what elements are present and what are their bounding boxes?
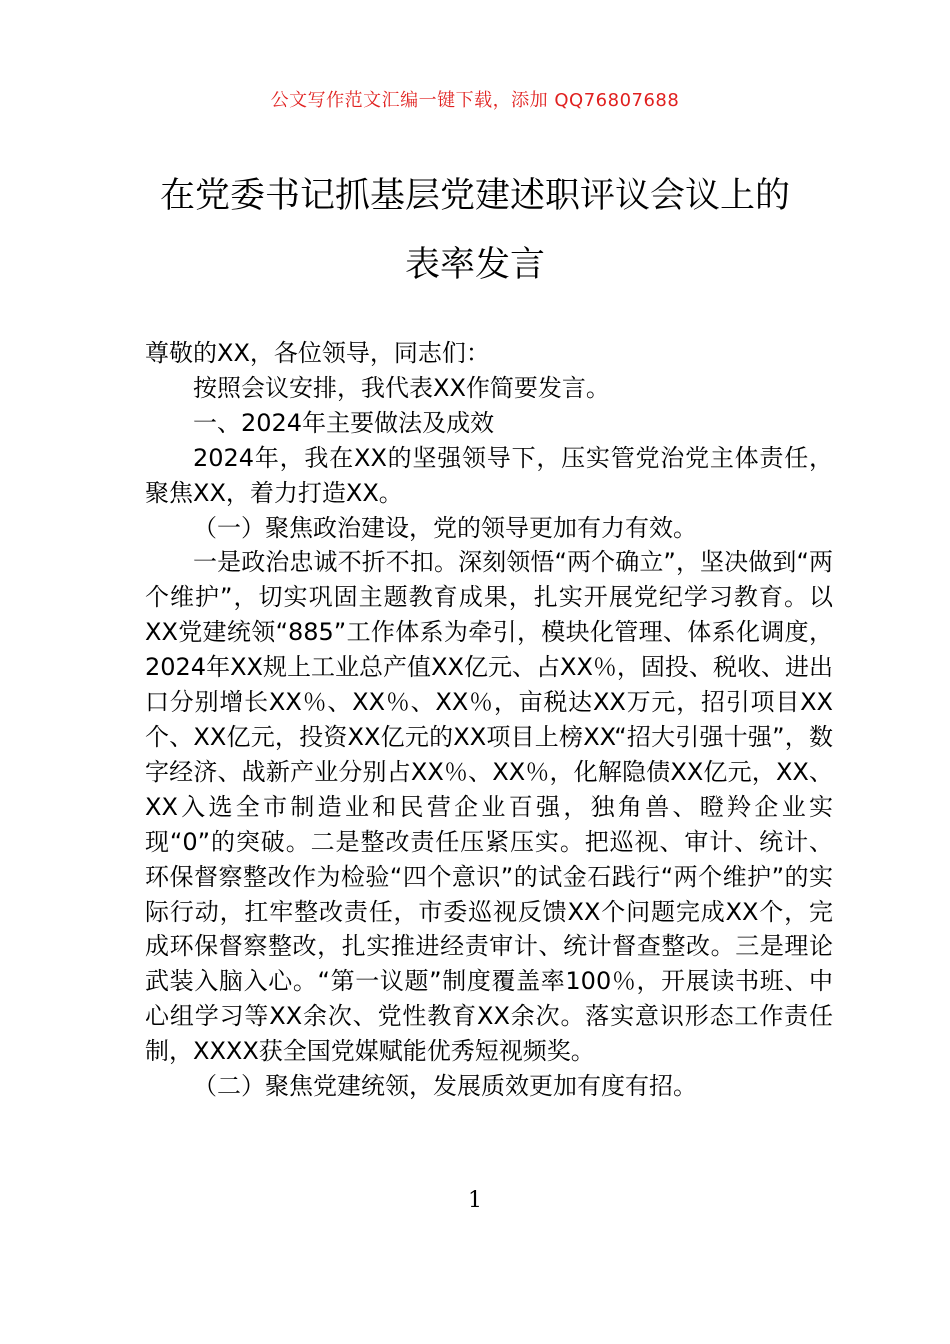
subsection-heading-2: （二）聚焦党建统领，发展质效更加有度有招。 <box>193 1072 697 1101</box>
section-heading-1: 一、2024年主要做法及成效 <box>193 408 495 437</box>
intro-paragraph: 按照会议安排，我代表XX作简要发言。 <box>193 373 610 402</box>
page-number: 1 <box>468 1188 482 1213</box>
body-paragraph: 一是政治忠诚不折不扣。深刻领悟“两个确立”，坚决做到“两个维护”，切实巩固主题教育成果，扎实开展党纪学习教育。以XX党建统领“885”工作体系为牵引，模块化管理、体系化调度，2024年XX规上工业总产值XX亿元、占XX％，固投、税收、进出口分别增长XX％、XX％、XX％，亩税达XX万元，招引项目XX个、XX亿元，投资XX亿元的XX项目上榜XX“招大引强十强”，数字经济、战新产业分别占XX％、XX％，化解隐债XX亿元，XX、XX入选全市制造业和民营企业百强，独角兽、瞪羚企业实现“0”的突破。二是整改责任压紧压实。把巡视、审计、统计、环保督察整改作为检验“四个意识”的试金石践行“两个维护”的实际行动，扛牢整改责任，市委巡视反馈XX个问题完成XX个，完成环保督察整改，扎实推进经责审计、统计督查整改。三是理论武装入脑入心。“第一议题”制度覆盖率100％，开展读书班、中心组学习等XX余次、党性教育XX余次。落实意识形态工作责任制，XXXX获全国党媒赋能优秀短视频奖。 <box>145 548 833 1066</box>
subsection-heading-1: （一）聚焦政治建设，党的领导更加有力有效。 <box>193 513 697 542</box>
document-body <box>145 336 833 1104</box>
salutation: 尊敬的XX，各位领导，同志们： <box>145 339 490 367</box>
document-title-line-1: 在党委书记抓基层党建述职评议会议上的 <box>159 176 790 216</box>
body-paragraph: 2024年，我在XX的坚强领导下，压实管党治党主体责任，聚焦XX，着力打造XX。 <box>145 443 833 507</box>
promo-banner[interactable]: 公文写作范文汇编一键下载，添加 QQ76807688 <box>270 90 680 111</box>
document-title-line-2: 表率发言 <box>404 245 545 285</box>
